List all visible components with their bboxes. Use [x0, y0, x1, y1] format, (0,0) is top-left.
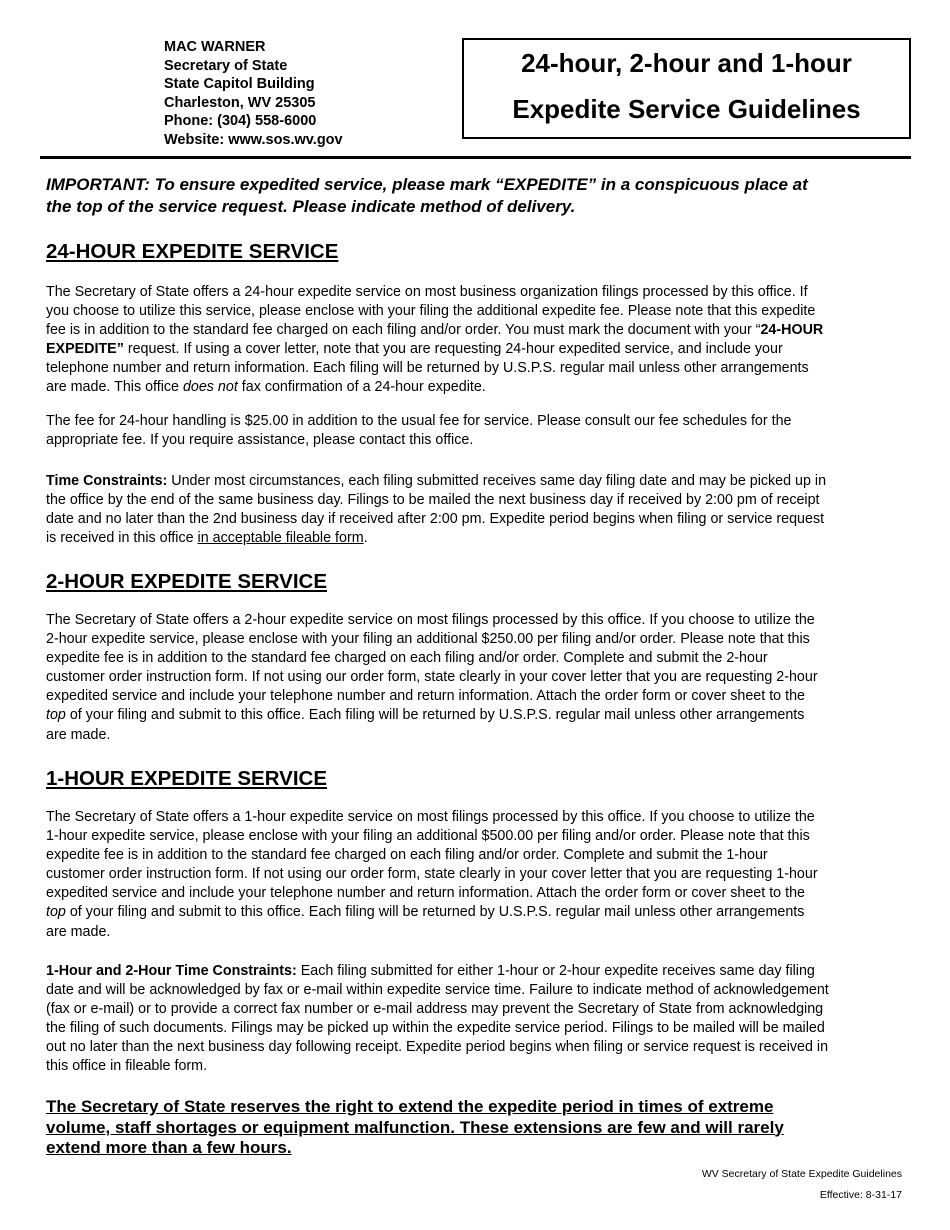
text-line: [46, 903, 908, 922]
text-line: out no later than the next business day following receipt. Expedite period begins when filing or service request is received in: [46, 1039, 829, 1056]
text-line: expedited service and include your telephone number and return information. Attach the order form or cover sheet to the: [46, 885, 805, 902]
text-run: .: [363, 530, 368, 547]
notice-line: The Secretary of State reserves the right to extend the expedite period in times of extreme: [46, 1097, 774, 1116]
text-run: fax confirmation of a 24-hour expedite.: [237, 379, 486, 396]
text-line: [46, 529, 908, 548]
text-line: [46, 378, 908, 397]
text-run-bold: EXPEDITE”: [46, 341, 124, 358]
reservation-notice: [46, 1097, 912, 1159]
text-line: 1-hour expedite service, please enclose with your filing an additional $500.00 per filing and/or order. Please note that this: [46, 828, 810, 845]
text-line: [46, 472, 908, 491]
text-line: customer order instruction form. If not using our order form, state clearly in your cover letter that you are requesting 1-hour: [46, 866, 818, 883]
text-run: fee is in addition to the standard fee charged on each filing and/or order. You must mark the document with your “: [46, 322, 761, 339]
important-line: IMPORTANT: To ensure expedited service, please mark “EXPEDITE” in a conspicuous place at: [46, 175, 808, 194]
text-run-italic: top: [46, 707, 66, 724]
text-line: expedite fee is in addition to the standard fee charged on each filing and/or order. Complete and submit the 1-hour: [46, 847, 768, 864]
footer-document-name: WV Secretary of State Expedite Guidelines: [701, 1168, 902, 1180]
text-line: date and no later than the 2nd business day if received after 2:00 pm. Expedite period begins when filing or service request: [46, 511, 825, 528]
paragraph-24-hour-intro: [46, 283, 908, 398]
text-run-bold: 24-HOUR: [760, 322, 824, 339]
text-line: expedited service and include your telephone number and return information. Attach the order form or cover sheet to the: [46, 688, 805, 705]
text-line: expedite fee is in addition to the standard fee charged on each filing and/or order. Complete and submit the 2-hour: [46, 650, 768, 667]
text-line: [46, 962, 908, 981]
paragraph-24-hour-time-constraints: [46, 472, 908, 548]
text-run-italic: top: [46, 904, 66, 921]
text-run-italic: does not: [182, 379, 238, 396]
important-line: the top of the service request. Please indicate method of delivery.: [46, 197, 576, 216]
city-state-zip: Charleston, WV 25305: [164, 94, 316, 111]
text-line: The Secretary of State offers a 2-hour expedite service on most filings processed by this office. If you choose to utilize the: [46, 612, 815, 628]
text-run: Each filing submitted for either 1-hour or 2-hour expedite receives same day filing: [296, 963, 815, 979]
text-line: telephone number and return information. Each filing will be returned by U.S.P.S. regular mail unless other arrangements: [46, 360, 809, 377]
office-title: Secretary of State: [164, 57, 288, 74]
text-run: Under most circumstances, each filing submitted receives same day filing date and may be picked up in: [167, 473, 827, 489]
paragraph-1-hour: [46, 808, 908, 942]
time-constraints-label: Time Constraints:: [46, 473, 168, 489]
website[interactable]: Website: www.sos.wv.gov: [164, 131, 343, 148]
text-run: is received in this office: [46, 530, 198, 547]
text-line: are made.: [46, 923, 111, 940]
text-line: you choose to utilize this service, please enclose with your filing the additional expedite fee. Please note that this expedite: [46, 303, 816, 320]
text-line: are made.: [46, 726, 111, 743]
text-line: date and will be acknowledged by fax or e-mail within expedite service time. Failure to indicate method of acknowledgement: [46, 982, 829, 999]
text-run: of your filing and submit to this office. Each filing will be returned by U.S.P.S. regular mail unless other arrangements: [65, 904, 805, 921]
section-heading-24-hour: 24-HOUR EXPEDITE SERVICE: [46, 240, 339, 263]
text-line: The Secretary of State offers a 24-hour expedite service on most business organization filings processed by this office. If: [46, 284, 808, 300]
text-line: The fee for 24-hour handling is $25.00 in addition to the usual fee for service. Please consult our fee schedules for the: [46, 413, 792, 429]
section-heading-1-hour: 1-HOUR EXPEDITE SERVICE: [46, 767, 327, 790]
text-line: appropriate fee. If you require assistance, please contact this office.: [46, 432, 474, 449]
text-run-underlined: in acceptable fileable form: [197, 530, 364, 547]
document-title-line-2: Expedite Service Guidelines: [512, 94, 861, 124]
paragraph-24-hour-fee: [46, 412, 908, 450]
paragraph-2-hour: [46, 611, 908, 745]
notice-line: extend more than a few hours.: [46, 1138, 292, 1157]
notice-line: volume, staff shortages or equipment malfunction. These extensions are few and will rarely: [46, 1117, 784, 1137]
text-line: the filing of such documents. Filings may be picked up within the expedite service period. Filings to be mailed will be mailed: [46, 1020, 825, 1037]
office-address-block: [164, 38, 343, 150]
text-line: customer order instruction form. If not using our order form, state clearly in your cover letter that you are requesting 2-hour: [46, 669, 818, 686]
phone-number: Phone: (304) 558-6000: [164, 113, 317, 130]
text-line: [46, 706, 908, 725]
paragraph-1-and-2-hour-time-constraints: [46, 962, 908, 1077]
text-run: request. If using a cover letter, note that you are requesting 24-hour expedited service, and include your: [123, 341, 783, 358]
important-notice: [46, 174, 912, 218]
text-run: of your filing and submit to this office. Each filing will be returned by U.S.P.S. regular mail unless other arrangements: [65, 707, 805, 724]
time-constraints-label: 1-Hour and 2-Hour Time Constraints:: [46, 963, 297, 979]
document-title-line-1: 24-hour, 2-hour and 1-hour: [521, 48, 852, 78]
footer-effective-date: Effective: 8-31-17: [819, 1189, 902, 1201]
secretary-name: MAC WARNER: [164, 39, 266, 55]
text-line: The Secretary of State offers a 1-hour expedite service on most filings processed by this office. If you choose to utilize the: [46, 809, 815, 825]
text-line: (fax or e-mail) or to provide a correct fax number or e-mail address may prevent the Secretary of State from acknowledging: [46, 1001, 824, 1018]
text-line: [46, 321, 908, 340]
text-line: [46, 340, 908, 359]
document-title-box: [462, 38, 911, 139]
building-name: State Capitol Building: [164, 76, 315, 93]
header-divider: [40, 156, 911, 159]
section-heading-2-hour: 2-HOUR EXPEDITE SERVICE: [46, 570, 327, 593]
text-line: 2-hour expedite service, please enclose with your filing an additional $250.00 per filing and/or order. Please note that this: [46, 631, 810, 648]
text-line: the office by the end of the same business day. Filings to be mailed the next business day if received by 2:00 pm of receipt: [46, 492, 820, 509]
text-line: this office in fileable form.: [46, 1058, 208, 1075]
text-run: are made. This office: [46, 379, 183, 396]
